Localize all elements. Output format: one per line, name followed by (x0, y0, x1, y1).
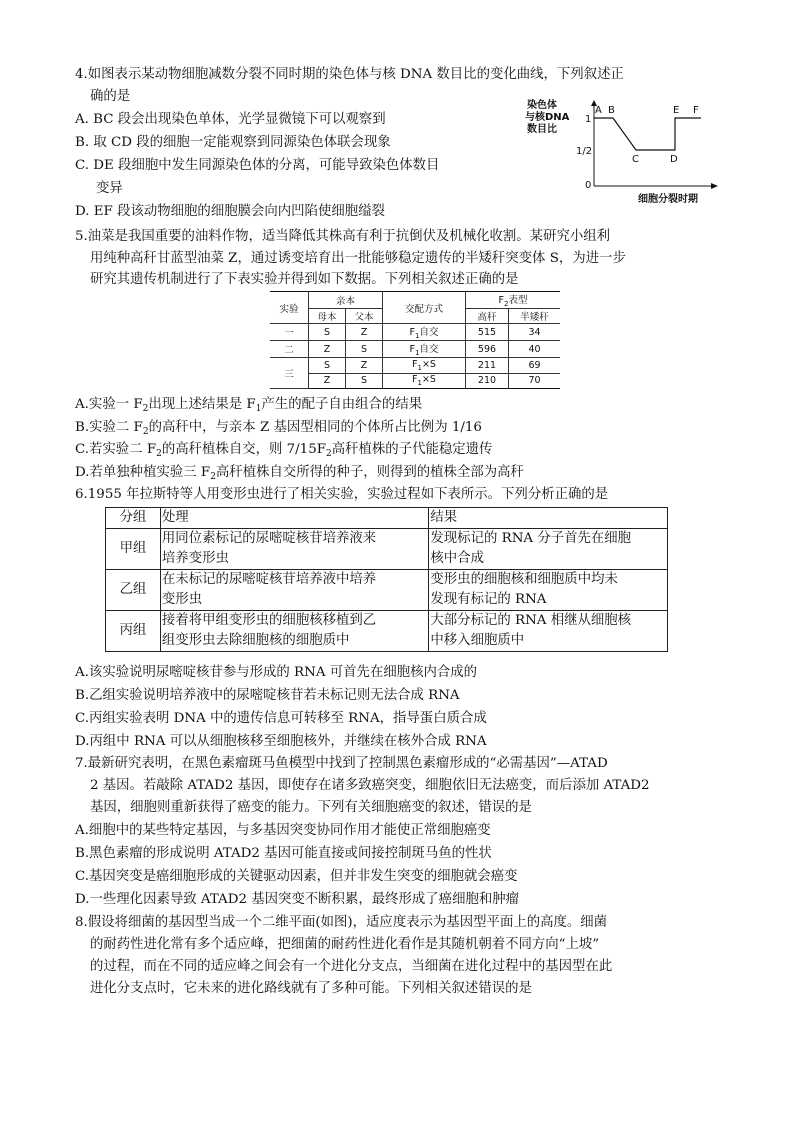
cell-semi-dwarf: 69 (509, 358, 561, 374)
cell-result: 大部分标记的 RNA 相继从细胞核 中移入细胞质中 (429, 611, 668, 652)
graph-point-e: E (673, 105, 680, 116)
graph-x-arrow (711, 183, 718, 189)
graph-ylabel-2: 与核DNA (525, 112, 570, 123)
q7-option-b: B.黑色素瘤的形成说明 ATAD2 基因可能直接或间接控制斑马鱼的性状 (75, 846, 492, 861)
q5-stem-line-1: 5.油菜是我国重要的油料作物，适当降低其株高有利于抗倒伏及机械化收割。某研究小组利 (75, 229, 611, 244)
q4-option-c: C. DE 段细胞中发生同源染色体的分离，可能导致染色体数目 (75, 158, 440, 173)
q5-stem-line-3: 研究其遗传机制进行了下表实验并得到如下数据。下列相关叙述正确的是 (90, 272, 519, 287)
q5-stem-line-2: 用纯种高秆甘蓝型油菜 Z，通过诱变培育出一批能够稳定遗传的半矮秆突变体 S，为进一步 (90, 251, 626, 266)
table-row (270, 324, 560, 341)
q4-option-c-cont: 变异 (96, 181, 123, 196)
header-tall: 高秆 (466, 308, 509, 324)
cell-group: 甲组 (106, 529, 161, 570)
cell-method: $F_1\times S$ (383, 373, 466, 389)
q5-option-a: A.实验一 $F_2$出现上述结果是 $F_1$产生的配子自由组合的结果 (75, 397, 423, 414)
header-mating-method: 交配方式 (383, 292, 466, 324)
q6-option-d: D.丙组中 RNA 可以从细胞核移至细胞核外，并继续在核外合成 RNA (75, 734, 487, 749)
q8-stem-line-4: 进化分支点时，它未来的进化路线就有了多种可能。下列相关叙述错误的是 (90, 981, 532, 996)
graph-point-c: C (632, 154, 639, 165)
q6-option-a: A.该实验说明尿嘧啶核苷参与形成的 RNA 可首先在细胞核内合成的 (75, 665, 478, 680)
cell-treatment: 在未标记的尿嘧啶核苷培养液中培养 变形虫 (160, 570, 428, 611)
graph-xlabel: 细胞分裂时期 (638, 194, 698, 205)
graph-ytick-half: 1/2 (576, 146, 593, 157)
cell-mother: Z (309, 341, 346, 358)
graph-point-a: A (595, 105, 602, 116)
table-header-row (106, 508, 668, 529)
header-group: 分组 (106, 508, 161, 529)
table-row (270, 341, 560, 358)
cell-treatment: 用同位素标记的尿嘧啶核苷培养液来 培养变形虫 (160, 529, 428, 570)
cell-tall: 210 (466, 373, 509, 389)
cell-method: $F_1$自交 (383, 324, 466, 341)
q5-option-b: B.实验二 $F_2$的高秆中，与亲本 Z 基因型相同的个体所占比例为 1/16 (75, 420, 482, 437)
header-f2-phenotype: $F_2$表型 (466, 292, 561, 309)
q7-option-d: D.一些理化因素导致 ATAD2 基因突变不断积累，最终形成了癌细胞和肿瘤 (75, 892, 520, 907)
cell-experiment: 一 (270, 324, 309, 341)
graph-point-b: B (608, 105, 615, 116)
q5-data-table (270, 291, 560, 389)
table-row (106, 529, 668, 570)
table-header-row (270, 292, 560, 309)
header-father: 父本 (346, 308, 383, 324)
chromosome-dna-ratio-graph (525, 98, 720, 206)
cell-semi-dwarf: 70 (509, 373, 561, 389)
cell-method: $F_1$自交 (383, 341, 466, 358)
cell-father: S (346, 341, 383, 358)
cell-tall: 211 (466, 358, 509, 374)
graph-ylabel-3: 数目比 (527, 124, 557, 135)
q5-option-d: D.若单独种植实验三 $F_2$高秆植株自交所得的种子，则得到的植株全部为高秆 (75, 465, 524, 482)
table-row (106, 570, 668, 611)
q5-option-c: C.若实验二 $F_2$的高秆植株自交，则 $7/15F_2$高秆植株的子代能稳定遗传 (75, 442, 493, 459)
q7-stem-line-3: 基因，细胞则重新获得了癌变的能力。下列有关细胞癌变的叙述，错误的是 (90, 800, 532, 815)
header-treatment: 处理 (160, 508, 428, 529)
q8-stem-line-3: 的过程，而在不同的适应峰之间会有一个进化分支点，当细菌在进化过程中的基因型在此 (90, 959, 613, 974)
q6-stem: 6.1955 年拉斯特等人用变形虫进行了相关实验，实验过程如下表所示。下列分析正确的是 (75, 487, 609, 502)
cell-experiment: 二 (270, 341, 309, 358)
q4-option-b: B. 取 CD 段的细胞一定能观察到同源染色体联会现象 (75, 135, 391, 150)
cell-tall: 596 (466, 341, 509, 358)
q4-option-d: D. EF 段该动物细胞的细胞膜会向内凹陷使细胞缢裂 (75, 204, 385, 219)
q7-option-c: C.基因突变是癌细胞形成的关键驱动因素，但并非发生突变的细胞就会癌变 (75, 869, 518, 884)
header-experiment: 实验 (270, 292, 309, 324)
cell-father: S (346, 373, 383, 389)
q4-stem-line-2: 确的是 (90, 89, 131, 104)
cell-semi-dwarf: 40 (509, 341, 561, 358)
graph-point-f: F (693, 105, 699, 116)
cell-mother: Z (309, 373, 346, 389)
graph-ylabel-1: 染色体 (527, 100, 557, 111)
q7-stem-line-1: 7.最新研究表明，在黑色素瘤斑马鱼模型中找到了控制黑色素瘤形成的“必需基因”—ATAD (75, 756, 608, 771)
q4-stem-line-1: 4.如图表示某动物细胞减数分裂不同时期的染色体与核 DNA 数目比的变化曲线，下列叙述正 (75, 67, 624, 82)
cell-father: Z (346, 358, 383, 374)
graph-ytick-1: 1 (585, 114, 592, 125)
cell-tall: 515 (466, 324, 509, 341)
table-row (106, 611, 668, 652)
header-parents: 亲本 (309, 292, 383, 309)
q4-option-a: A. BC 段会出现染色单体，光学显微镜下可以观察到 (75, 112, 386, 127)
q8-stem-line-1: 8.假设将细菌的基因型当成一个二维平面(如图)，适应度表示为基因型平面上的高度。细菌 (75, 915, 608, 930)
table-row (270, 373, 560, 389)
cell-father: Z (346, 324, 383, 341)
cell-method: $F_1\times S$ (383, 358, 466, 374)
header-semi-dwarf: 半矮秆 (509, 308, 561, 324)
cell-experiment: 三 (270, 358, 309, 389)
graph-curve (594, 118, 701, 150)
cell-group: 丙组 (106, 611, 161, 652)
q6-option-b: B.乙组实验说明培养液中的尿嘧啶核苷若未标记则无法合成 RNA (75, 688, 460, 703)
q6-experiment-table (105, 507, 668, 652)
header-mother: 母本 (309, 308, 346, 324)
cell-treatment: 接着将甲组变形虫的细胞核移植到乙 组变形虫去除细胞核的细胞质中 (160, 611, 428, 652)
table-row (270, 358, 560, 374)
cell-mother: S (309, 324, 346, 341)
q8-stem-line-2: 的耐药性进化常有多个适应峰，把细菌的耐药性进化看作是其随机朝着不同方向“上坡” (90, 937, 600, 952)
header-result: 结果 (429, 508, 668, 529)
cell-group: 乙组 (106, 570, 161, 611)
q7-stem-line-2: 2 基因。若敲除 ATAD2 基因，即使存在诸多致癌突变，细胞依旧无法癌变，而后添加 ATAD2 (90, 778, 650, 793)
graph-ytick-0: 0 (585, 180, 592, 191)
q7-option-a: A.细胞中的某些特定基因，与多基因突变协同作用才能使正常细胞癌变 (75, 823, 491, 838)
q6-option-c: C.丙组实验表明 DNA 中的遗传信息可转移至 RNA，指导蛋白质合成 (75, 711, 487, 726)
graph-point-d: D (670, 154, 678, 165)
cell-result: 变形虫的细胞核和细胞质中均未 发现有标记的 RNA (429, 570, 668, 611)
cell-semi-dwarf: 34 (509, 324, 561, 341)
cell-mother: S (309, 358, 346, 374)
cell-result: 发现标记的 RNA 分子首先在细胞 核中合成 (429, 529, 668, 570)
